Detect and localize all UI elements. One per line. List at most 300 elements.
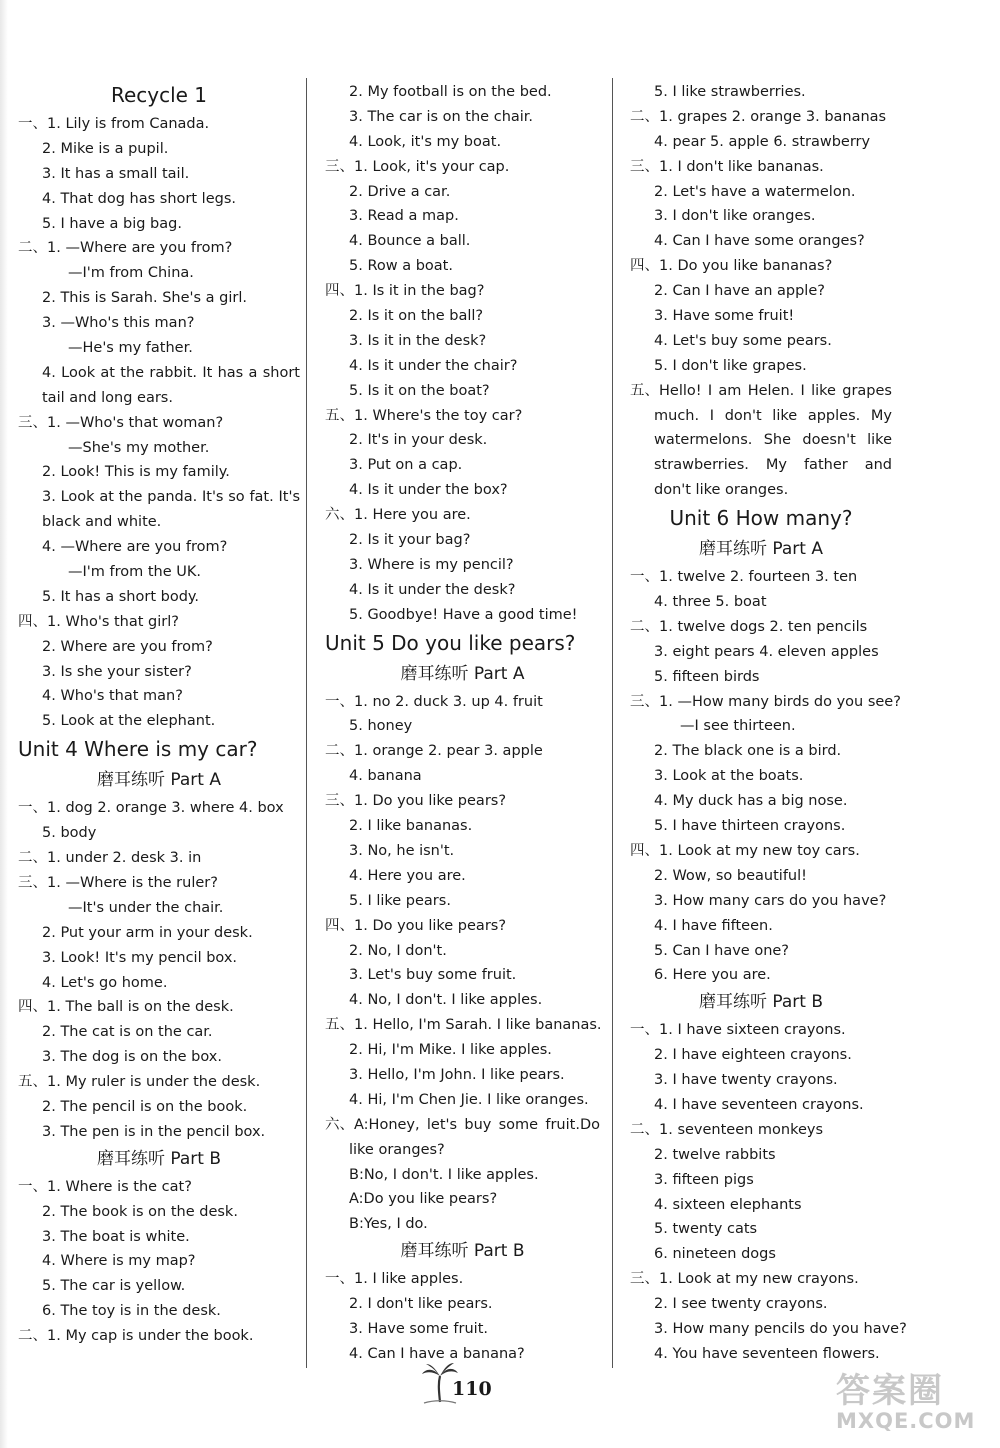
answer-text: 1. Do you like pears? (354, 793, 507, 810)
answer-text: 2. Is it your bag? (349, 532, 471, 549)
question-marker: 一、 (18, 116, 47, 132)
answer-line (18, 1225, 300, 1250)
answer-text: 4. Here you are. (349, 867, 466, 884)
answer-line (18, 995, 300, 1020)
answer-text: 1. Here you are. (354, 507, 471, 524)
answer-line (18, 1045, 300, 1070)
answer-line (325, 204, 600, 229)
answer-line (18, 261, 300, 286)
section-title: Unit 5 Do you like pears? (325, 630, 576, 655)
answer-text: 3. Read a map. (349, 208, 459, 225)
answer-text: —I'm from the UK. (68, 564, 201, 581)
answer-text: 2. Wow, so beautiful! (654, 867, 807, 884)
section-title: Recycle 1 (110, 83, 208, 107)
question-marker: 二、 (630, 618, 659, 635)
answer-text: 2. Look! This is my family. (42, 464, 230, 481)
answer-text: 3. Have some fruit. (349, 1320, 489, 1337)
answer-line (18, 162, 300, 187)
answer-text: 2. Put your arm in your desk. (42, 924, 253, 941)
answer-text: 5. Goodbye! Have a good time! (349, 606, 578, 623)
answer-line (630, 1342, 892, 1367)
answer-line (18, 1120, 300, 1145)
answer-line (325, 914, 600, 939)
section-title: Unit 4 Where is my car? (18, 737, 258, 762)
answer-text: 1. My ruler is under the desk. (47, 1074, 261, 1091)
answer-text: 2. Hi, I'm Mike. I like apples. (349, 1042, 552, 1059)
answer-line (18, 212, 300, 237)
answer-line (630, 1292, 892, 1317)
question-marker: 三、 (325, 793, 354, 810)
watermark (836, 1372, 996, 1442)
answer-line (630, 939, 892, 964)
answer-line (18, 535, 300, 560)
answer-text: 3. The car is on the chair. (349, 108, 534, 125)
answer-text: A:Do you like pears? (349, 1191, 498, 1208)
answer-text: 1. I have sixteen crayons. (659, 1022, 846, 1039)
answer-line (18, 436, 300, 461)
answer-text: 1. —Who's that woman? (47, 414, 224, 431)
answer-line (18, 460, 300, 485)
answer-text: 1. Where is the cat? (47, 1178, 192, 1195)
answer-line (630, 279, 892, 304)
answer-line (630, 180, 892, 205)
answer-line (630, 304, 892, 329)
answer-text: 3. eight pears 4. eleven apples (654, 643, 879, 660)
answer-line (630, 565, 892, 590)
answer-line (18, 1324, 300, 1349)
answer-line (325, 404, 600, 429)
answer-text: 4. Let's go home. (42, 974, 168, 991)
answer-line (18, 796, 300, 821)
answer-text: —He's my father. (68, 340, 193, 357)
answer-line (630, 1217, 892, 1242)
answer-line (18, 1020, 300, 1045)
answer-line (325, 254, 600, 279)
answer-line (18, 485, 300, 510)
answer-text: 1. I like apples. (354, 1271, 464, 1288)
question-marker: 三、 (325, 158, 354, 175)
answer-text: much. I don't like apples. My (654, 407, 892, 424)
answer-line (18, 635, 300, 660)
answer-text: tail and long ears. (42, 389, 173, 406)
answer-text: 5. Is it on the boat? (349, 382, 490, 399)
answer-line (630, 714, 892, 739)
answer-text: 2. I don't like pears. (349, 1296, 493, 1313)
answer-line (18, 510, 300, 535)
answer-text: strawberries. My father and (654, 457, 892, 474)
question-marker: 五、 (18, 1074, 47, 1091)
answer-line (18, 560, 300, 585)
answer-line (325, 1317, 600, 1342)
answer-line (325, 839, 600, 864)
answer-line (630, 1068, 892, 1093)
answer-text: 1. The ball is on the desk. (47, 999, 234, 1016)
answer-line (18, 187, 300, 212)
answer-line (18, 137, 300, 162)
answer-text: B:No, I don't. I like apples. (349, 1166, 539, 1183)
answer-line (325, 739, 600, 764)
answer-text: 5. I have a big bag. (42, 215, 182, 232)
answer-text: 1. Look, it's your cap. (354, 158, 510, 175)
question-marker: 三、 (18, 414, 47, 431)
answer-line (325, 690, 600, 715)
answer-text: 2. Drive a car. (349, 183, 451, 200)
answer-text: 3. Look! It's my pencil box. (42, 949, 238, 966)
answer-line (630, 80, 892, 105)
answer-line (18, 971, 300, 996)
answer-line (325, 279, 600, 304)
answer-line (18, 585, 300, 610)
answer-text: 1. Lily is from Canada. (47, 116, 210, 132)
answer-line (630, 1193, 892, 1218)
answer-text: 2. The pencil is on the book. (42, 1098, 248, 1115)
answer-line (630, 864, 892, 889)
answer-line (630, 1242, 892, 1267)
answer-text: 2. The black one is a bird. (654, 743, 842, 760)
answer-text: 3. How many cars do you have? (654, 892, 887, 909)
question-marker: 一、 (18, 1178, 47, 1195)
column-1 (18, 80, 300, 1349)
answer-line (18, 1200, 300, 1225)
answer-text: 3. It has a small tail. (42, 165, 190, 182)
answer-line (18, 1070, 300, 1095)
answer-text: 3. I don't like oranges. (654, 208, 816, 225)
answer-text: 5. The car is yellow. (42, 1278, 186, 1295)
answer-line (325, 229, 600, 254)
question-marker: 一、 (630, 569, 659, 586)
question-marker: 五、 (325, 1017, 354, 1034)
answer-text: 3. How many pencils do you have? (654, 1320, 907, 1337)
answer-text: 4. Is it under the desk? (349, 581, 516, 598)
answer-line (630, 690, 901, 715)
answer-text: A:Honey, let's buy some fruit.Do (354, 1116, 600, 1133)
answer-line (325, 963, 600, 988)
answer-line (630, 914, 892, 939)
answer-line (630, 1267, 892, 1292)
answer-text: don't like oranges. (654, 482, 789, 499)
scan-edge-shadow (0, 0, 8, 1448)
answer-line (630, 665, 892, 690)
question-marker: 五、 (630, 382, 659, 399)
answer-line (630, 1043, 892, 1068)
answer-text: 4. banana (349, 768, 422, 785)
answer-text: 2. I like bananas. (349, 818, 473, 835)
answer-line (630, 130, 892, 155)
answer-line (630, 229, 892, 254)
answer-line (325, 528, 600, 553)
answer-line (325, 105, 600, 130)
answer-line (630, 814, 892, 839)
answer-line (18, 846, 300, 871)
answer-line (325, 1063, 600, 1088)
answer-text: 4. Is it under the chair? (349, 357, 518, 374)
question-marker: 四、 (630, 258, 659, 275)
answer-text: 5. I don't like grapes. (654, 357, 807, 374)
answer-line (630, 764, 892, 789)
answer-text: 5. I like strawberries. (654, 84, 806, 100)
answer-text: 5. twenty cats (654, 1221, 758, 1238)
answer-text: 4. Look at the rabbit. It has a short (42, 364, 300, 381)
answer-line (18, 1274, 300, 1299)
question-marker: 三、 (18, 874, 47, 891)
answer-line (325, 304, 600, 329)
answer-line (630, 404, 892, 429)
answer-text: 1. My cap is under the book. (47, 1328, 254, 1345)
answer-text: 4. Hi, I'm Chen Jie. I like oranges. (349, 1091, 589, 1108)
question-marker: 四、 (18, 613, 47, 630)
answer-text: 2. The cat is on the car. (42, 1024, 213, 1041)
question-marker: 一、 (325, 1271, 354, 1288)
watermark-domain: MXQE.COM (836, 1409, 976, 1433)
question-marker: 四、 (630, 842, 659, 859)
answer-line (18, 361, 300, 386)
answer-line (630, 739, 892, 764)
answer-line (325, 578, 600, 603)
answer-text: 4. Can I have some oranges? (654, 233, 865, 250)
answer-text: 4. That dog has short legs. (42, 190, 236, 207)
question-marker: 四、 (325, 283, 354, 300)
answer-line (18, 871, 300, 896)
answer-line (18, 684, 300, 709)
answer-text: —She's my mother. (68, 439, 210, 456)
question-marker: 一、 (630, 1022, 659, 1039)
answer-text: 4. pear 5. apple 6. strawberry (654, 133, 871, 150)
subsection-heading: 磨耳练听 Part A (97, 770, 221, 791)
answer-text: B:Yes, I do. (349, 1216, 428, 1233)
answer-line (325, 1212, 600, 1237)
answer-text: 4. Who's that man? (42, 688, 183, 705)
answer-line (630, 155, 892, 180)
answer-line (325, 130, 600, 155)
answer-text: 3. Let's buy some fruit. (349, 967, 517, 984)
answer-text: 4. sixteen elephants (654, 1196, 802, 1213)
answer-text: 1. Do you like bananas? (659, 258, 833, 275)
answer-text: 5. Look at the elephant. (42, 713, 216, 730)
answer-text: Hello! I am Helen. I like grapes (659, 382, 892, 399)
question-marker: 二、 (18, 240, 47, 257)
answer-line (325, 80, 600, 105)
question-marker: 六、 (325, 1116, 354, 1133)
answer-line (630, 789, 892, 814)
answer-text: 3. The boat is white. (42, 1228, 190, 1245)
answer-line (325, 1113, 600, 1138)
answer-text: 1. dog 2. orange 3. where 4. box (47, 800, 284, 817)
answer-text: 1. I don't like bananas. (659, 158, 824, 175)
answer-line (630, 105, 892, 130)
answer-line (18, 660, 300, 685)
column-divider (306, 78, 307, 1368)
answer-text: 1. —How many birds do you see? (659, 693, 901, 710)
answer-text: 5. I like pears. (349, 892, 451, 909)
question-marker: 二、 (630, 108, 659, 125)
answer-line (325, 180, 600, 205)
answer-text: black and white. (42, 514, 162, 531)
answer-line (630, 839, 892, 864)
answer-text: 2. Is it on the ball? (349, 308, 484, 325)
answer-text: 2. I see twenty crayons. (654, 1296, 828, 1313)
answer-line (630, 1143, 892, 1168)
subsection-heading: 磨耳练听 Part A (400, 663, 525, 684)
answer-text: 2. Where are you from? (42, 638, 213, 655)
answer-text: 5. honey (349, 718, 413, 735)
answer-text: 1. seventeen monkeys (659, 1121, 824, 1138)
answer-line (630, 354, 892, 379)
answer-line (325, 603, 600, 628)
answer-text: 1. orange 2. pear 3. apple (354, 743, 543, 760)
answer-text: 1. Look at my new toy cars. (659, 842, 860, 859)
answer-text: 2. I have eighteen crayons. (654, 1047, 852, 1064)
answer-line (18, 709, 300, 734)
subsection-heading: 磨耳练听 Part B (400, 1241, 525, 1262)
answer-text: 3. Hello, I'm John. I like pears. (349, 1066, 565, 1083)
answer-line (630, 640, 892, 665)
answer-line (630, 204, 892, 229)
answer-text: 2. My football is on the bed. (349, 84, 552, 100)
answer-line (18, 946, 300, 971)
answer-text: 4. three 5. boat (654, 594, 767, 611)
page-number: 110 (452, 1378, 492, 1400)
answer-text: 3. Look at the boats. (654, 768, 804, 785)
answer-text: 1. —Where is the ruler? (47, 874, 218, 891)
answer-line (630, 329, 892, 354)
answer-text: 4. Look, it's my boat. (349, 133, 502, 150)
answer-line (630, 1317, 907, 1342)
answer-line (630, 254, 892, 279)
answer-text: 5. fifteen birds (654, 668, 760, 685)
answer-line (18, 610, 300, 635)
answer-text: —I'm from China. (68, 265, 194, 282)
answer-line (18, 1249, 300, 1274)
section-title: Unit 6 How many? (669, 506, 853, 531)
answer-text: 1. Who's that girl? (47, 613, 179, 630)
answer-line (325, 864, 600, 889)
answer-line (18, 411, 300, 436)
subsection-heading: 磨耳练听 Part B (698, 992, 824, 1013)
answer-text: 1. Is it in the bag? (354, 283, 485, 300)
answer-line (325, 1088, 600, 1113)
answer-text: 3. Is it in the desk? (349, 332, 487, 349)
answer-line (325, 1138, 600, 1163)
question-marker: 三、 (630, 693, 659, 710)
answer-line (18, 286, 300, 311)
question-marker: 六、 (325, 507, 354, 524)
subsection-heading: 磨耳练听 Part A (699, 539, 823, 560)
answer-line (325, 1342, 600, 1367)
answer-text: 2. It's in your desk. (349, 432, 488, 449)
answer-text: 4. I have seventeen crayons. (654, 1096, 864, 1113)
answer-text: 5. I have thirteen crayons. (654, 818, 846, 835)
answer-line (325, 478, 600, 503)
answer-line (325, 1187, 600, 1212)
answer-text: 2. Can I have an apple? (654, 283, 825, 300)
answer-line (18, 236, 300, 261)
answer-line (325, 428, 600, 453)
answer-line (630, 379, 892, 404)
answer-line (18, 1095, 300, 1120)
answer-text: watermelons. She doesn't like (654, 432, 892, 449)
answer-text: 4. Bounce a ball. (349, 233, 471, 250)
answer-line (325, 553, 600, 578)
answer-text: 6. The toy is in the desk. (42, 1303, 221, 1320)
answer-text: 3. The dog is on the box. (42, 1049, 222, 1066)
answer-line (325, 155, 600, 180)
answer-text: 2. Let's have a watermelon. (654, 183, 856, 200)
answer-text: 4. No, I don't. I like apples. (349, 992, 543, 1009)
answer-text: 3. —Who's this man? (42, 315, 195, 332)
answer-text: 5. It has a short body. (42, 588, 200, 605)
answer-line (630, 428, 892, 453)
answer-line (325, 939, 600, 964)
answer-line (325, 789, 600, 814)
answer-text: 1. no 2. duck 3. up 4. fruit (354, 693, 543, 710)
question-marker: 二、 (18, 1328, 47, 1345)
answer-text: 2. twelve rabbits (654, 1146, 776, 1163)
question-marker: 二、 (18, 850, 47, 867)
question-marker: 一、 (18, 800, 47, 817)
answer-text: —It's under the chair. (68, 899, 224, 916)
answer-line (18, 921, 300, 946)
answer-line (630, 478, 892, 503)
answer-line (325, 1163, 600, 1188)
answer-text: 1. Do you like pears? (354, 917, 507, 934)
answer-line (325, 764, 600, 789)
answer-text: 4. Is it under the box? (349, 482, 508, 499)
answer-text: like oranges? (349, 1141, 445, 1158)
answer-line (630, 590, 892, 615)
answer-line (630, 1168, 892, 1193)
answer-line (630, 963, 892, 988)
answer-text: 4. Where is my map? (42, 1253, 196, 1270)
answer-text: 3. Put on a cap. (349, 457, 463, 474)
answer-line (18, 1175, 300, 1200)
answer-line (325, 814, 600, 839)
answer-text: 4. —Where are you from? (42, 539, 228, 556)
answer-line (325, 1013, 600, 1038)
subsection-heading: 磨耳练听 Part B (96, 1148, 222, 1169)
answer-text: 3. Look at the panda. It's so fat. It's (42, 489, 300, 506)
answer-line (18, 896, 300, 921)
answer-line (630, 889, 892, 914)
answer-line (18, 1299, 300, 1324)
question-marker: 二、 (630, 1121, 659, 1138)
answer-text: 4. You have seventeen flowers. (654, 1345, 880, 1362)
answer-text: 4. My duck has a big nose. (654, 793, 848, 810)
column-divider (612, 78, 613, 1368)
answer-line (325, 1292, 600, 1317)
column-3 (630, 80, 907, 1367)
answer-line (325, 453, 600, 478)
answer-text: 4. Can I have a banana? (349, 1345, 525, 1362)
question-marker: 二、 (325, 743, 354, 760)
answer-line (325, 503, 600, 528)
answer-text: 4. I have fifteen. (654, 917, 773, 934)
answer-text: 1. under 2. desk 3. in (47, 850, 202, 867)
answer-text: 5. body (42, 825, 97, 842)
answer-text: 1. —Where are you from? (47, 240, 233, 257)
answer-text: 3. Is she your sister? (42, 663, 192, 680)
answer-text: 3. I have twenty crayons. (654, 1072, 838, 1089)
answer-text: 1. Hello, I'm Sarah. I like bananas. (354, 1017, 602, 1034)
question-marker: 四、 (18, 999, 47, 1016)
answer-text: 3. No, he isn't. (349, 842, 455, 859)
answer-text: 3. Where is my pencil? (349, 556, 514, 573)
answer-line (630, 1018, 892, 1043)
answer-text: 2. Mike is a pupil. (42, 140, 169, 157)
answer-text: 4. Let's buy some pears. (654, 332, 832, 349)
answer-text: 6. nineteen dogs (654, 1246, 776, 1263)
answer-line (325, 889, 600, 914)
question-marker: 一、 (325, 693, 354, 710)
